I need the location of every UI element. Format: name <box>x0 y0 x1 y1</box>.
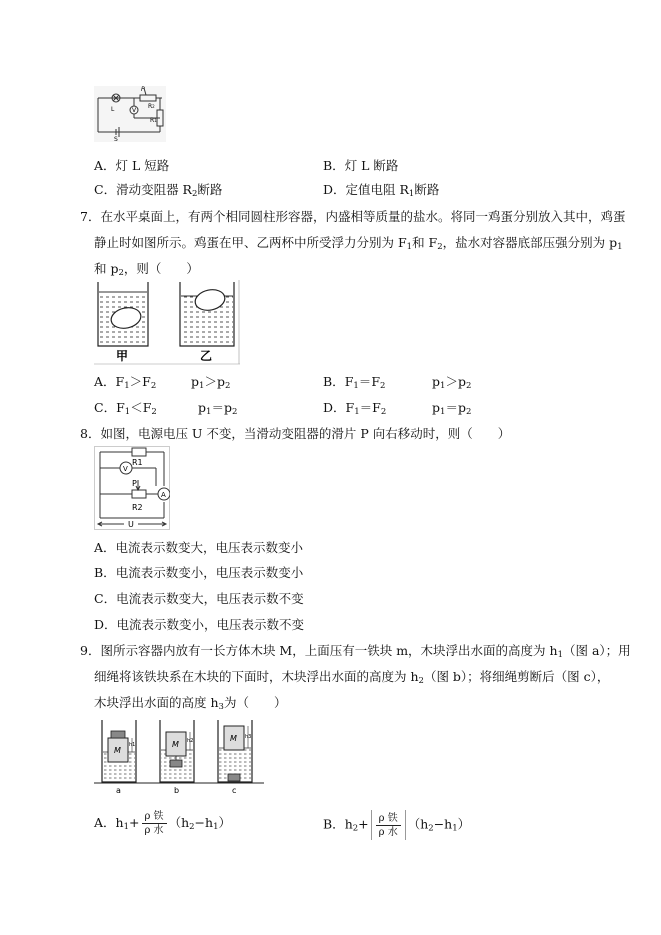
stem-text: ，则（ ） <box>123 261 199 276</box>
force-symbol: F <box>142 400 152 415</box>
subscript: 1 <box>206 407 212 417</box>
q6-fig-label-v: V <box>132 107 137 114</box>
q7-stem-line-2 <box>94 233 623 251</box>
q7-option-c[interactable] <box>94 398 157 416</box>
subscript: 1 <box>213 822 219 832</box>
stem-text: 图所示容器内放有一长方体木块 M，上面压有一铁块 m，木块浮出水面的高度为 h <box>100 643 558 658</box>
q7-fig-label-jia: 甲 <box>116 349 129 363</box>
subscript: 1 <box>353 381 359 391</box>
height-symbol: h <box>344 816 353 832</box>
q6-fig-label-p: P <box>141 86 145 93</box>
force-symbol: F <box>142 374 151 389</box>
relation: ＞ <box>204 374 217 389</box>
option-text-end: 断路 <box>414 182 440 197</box>
pressure-symbol: p <box>216 374 225 389</box>
option-prefix: C． <box>94 591 117 606</box>
subscript: 1 <box>440 407 446 417</box>
q8-option-c[interactable] <box>94 589 304 607</box>
relation: ＜ <box>130 400 143 415</box>
q9-fig-label-b: b <box>174 786 180 795</box>
subscript: 1 <box>440 381 446 391</box>
pressure-symbol: p <box>432 400 441 415</box>
q8-stem <box>80 424 510 442</box>
subscript: 2 <box>465 407 472 417</box>
option-prefix: C． <box>94 182 117 197</box>
pressure-symbol: p <box>457 374 466 389</box>
q9-fig-label-h1: h1 <box>129 742 136 748</box>
relation: ＞ <box>129 374 143 389</box>
subscript: 2 <box>151 407 157 417</box>
option-text: 电流表示数变大，电压表示数不变 <box>116 591 304 606</box>
q8-option-a[interactable] <box>94 538 303 556</box>
subscript: 1 <box>124 407 131 417</box>
stem-text: 和 p <box>94 261 119 276</box>
relation: ＞ <box>445 374 458 389</box>
q8-fig-label-a: A <box>161 491 166 499</box>
expr: ） <box>457 816 471 832</box>
stem-text: ，盐水对容器底部压强分别为 p <box>442 235 618 250</box>
q8-fig-label-r1: R1 <box>132 458 143 467</box>
subscript: 2 <box>380 381 386 391</box>
q8-circuit-figure <box>94 446 170 530</box>
subscript: 1 <box>199 381 205 391</box>
q9-fig-label-c: c <box>232 786 237 795</box>
subscript: 2 <box>352 823 359 834</box>
q9-stem-line-3 <box>94 693 286 711</box>
stem-text: （图 a）；用 <box>563 643 631 658</box>
option-prefix: C． <box>94 400 117 415</box>
option-text: 电流表示数变小，电压表示数变小 <box>115 565 304 580</box>
question-number: 9． <box>80 643 101 658</box>
subscript: 3 <box>218 702 224 712</box>
fraction-numerator: ρ 铁 <box>142 810 167 824</box>
subscript: 1 <box>354 407 360 417</box>
option-text: 定值电阻 R <box>345 182 409 197</box>
option-text: 电流表示数变小，电压表示数不变 <box>116 617 305 632</box>
q6-fig-label-l: L <box>111 106 115 113</box>
q9-option-b[interactable] <box>323 810 470 840</box>
q6-option-b[interactable] <box>323 156 398 174</box>
q6-fig-label-r1: R1 <box>150 117 157 124</box>
subscript: 2 <box>231 407 238 417</box>
expr: −h <box>433 816 453 832</box>
q8-fig-label-v: V <box>123 465 128 473</box>
pressure-symbol: p <box>457 400 466 415</box>
relation: ＝ <box>445 400 458 415</box>
option-prefix: A． <box>94 158 116 173</box>
q6-option-d[interactable] <box>323 180 439 198</box>
subscript: 2 <box>418 676 424 686</box>
subscript: 1 <box>557 650 563 660</box>
q9-option-a[interactable] <box>94 810 231 837</box>
q9-containers-figure <box>94 716 264 796</box>
subscript: 1 <box>617 242 623 252</box>
q7-option-b-pressure <box>432 372 471 390</box>
subscript: 1 <box>124 381 130 391</box>
option-prefix: A． <box>94 374 116 389</box>
force-symbol: F <box>116 400 125 415</box>
option-text: 灯 L 短路 <box>115 158 170 173</box>
stem-text: 如图，电源电压 U 不变，当滑动变阻器的滑片 P 向右移动时，则（ ） <box>100 426 511 441</box>
q6-fig-label-r2: R2 <box>148 103 155 110</box>
q6-option-c[interactable] <box>94 180 222 198</box>
stem-text: （图 b）；将细绳剪断后（图 c）， <box>423 669 610 684</box>
fraction-denominator: ρ 水 <box>378 826 398 838</box>
q9-stem-line-2 <box>94 667 609 685</box>
option-text: 电流表示数变大，电压表示数变小 <box>115 540 304 555</box>
pressure-symbol: p <box>191 374 200 389</box>
option-text: 灯 L 断路 <box>344 158 399 173</box>
subscript: 2 <box>380 407 387 417</box>
density-fraction <box>142 810 167 837</box>
subscript: 2 <box>465 381 472 391</box>
option-prefix: B． <box>323 374 345 389</box>
option-text-end: 断路 <box>197 182 223 197</box>
option-prefix: D． <box>323 182 346 197</box>
q6-fig-label-s: S <box>114 136 118 142</box>
q8-option-b[interactable] <box>94 563 303 581</box>
container-b <box>160 720 194 782</box>
relation: ＝ <box>211 400 224 415</box>
q8-fig-label-r2: R2 <box>132 503 143 512</box>
expr: ） <box>218 815 232 830</box>
height-symbol: h <box>115 815 124 830</box>
force-symbol: F <box>345 400 355 415</box>
question-number: 7． <box>80 209 101 224</box>
stem-text: 静止时如图所示。鸡蛋在甲、乙两杯中所受浮力分别为 F <box>94 235 407 250</box>
option-text: 滑动变阻器 R <box>116 182 192 197</box>
subscript: 2 <box>150 381 157 391</box>
divider <box>405 810 406 840</box>
expr: −h <box>194 815 214 830</box>
q7-fig-label-yi: 乙 <box>200 349 213 363</box>
q9-fig-label-h2: h2 <box>187 738 194 744</box>
q9-fig-label-m-a: M <box>114 746 121 755</box>
stem-text: 木块浮出水面的高度 h <box>94 695 219 710</box>
q7-option-b[interactable] <box>323 372 385 390</box>
q6-option-a[interactable] <box>94 156 169 174</box>
force-symbol: F <box>372 400 381 415</box>
option-prefix: B． <box>323 158 345 173</box>
operator: + <box>358 816 369 832</box>
relation: ＝ <box>359 400 373 415</box>
q9-fig-label-m-b: M <box>172 740 179 749</box>
option-prefix: A． <box>94 815 116 830</box>
force-symbol: F <box>371 374 380 389</box>
q7-option-c-pressure <box>198 398 237 416</box>
relation: ＝ <box>358 374 372 389</box>
divider <box>371 810 372 840</box>
fraction-denominator: ρ 水 <box>144 825 164 836</box>
force-symbol: F <box>115 374 125 389</box>
q6-circuit-figure <box>94 86 166 142</box>
q7-option-d-pressure <box>432 398 471 416</box>
q9-fig-label-m-c: M <box>230 734 237 743</box>
pressure-symbol: p <box>432 374 441 389</box>
expr: （h <box>407 816 429 832</box>
q7-beakers-figure <box>94 280 240 366</box>
q7-option-d[interactable] <box>323 398 386 416</box>
q9-fig-label-h3: h3 <box>245 734 252 740</box>
q8-fig-label-p: P <box>132 479 137 488</box>
subscript: 1 <box>123 822 130 832</box>
subscript: 2 <box>428 823 434 834</box>
pressure-symbol: p <box>223 400 232 415</box>
q8-option-d[interactable] <box>94 615 304 633</box>
q9-stem-line-1 <box>80 641 631 659</box>
subscript: 1 <box>406 242 413 252</box>
expr: （h <box>168 815 190 830</box>
option-prefix: B． <box>323 816 345 832</box>
container-c <box>218 720 252 782</box>
stem-text: 为（ ） <box>223 695 287 710</box>
subscript: 2 <box>189 822 195 832</box>
density-fraction <box>376 812 401 839</box>
option-prefix: D． <box>94 617 117 632</box>
subscript: 2 <box>224 381 231 391</box>
option-prefix: D． <box>323 400 346 415</box>
subscript: 1 <box>452 823 458 834</box>
q7-option-a[interactable] <box>94 372 156 390</box>
q7-stem-line-1 <box>80 207 625 225</box>
subscript: 2 <box>118 268 124 278</box>
subscript: 2 <box>191 189 198 199</box>
question-number: 8． <box>80 426 101 441</box>
q9-fig-label-a: a <box>116 786 121 795</box>
q8-fig-label-u: U <box>128 520 134 529</box>
subscript: 1 <box>408 189 415 199</box>
option-prefix: A． <box>94 540 116 555</box>
fraction-numerator: ρ 铁 <box>376 812 401 826</box>
force-symbol: F <box>344 374 354 389</box>
option-prefix: B． <box>94 565 116 580</box>
pressure-symbol: p <box>198 400 207 415</box>
q7-option-a-pressure <box>191 372 230 390</box>
stem-text: 和 F <box>412 235 438 250</box>
stem-text: 在水平桌面上，有两个相同圆柱形容器，内盛相等质量的盐水。将同一鸡蛋分别放入其中，鸡蛋 <box>100 209 626 224</box>
stem-text: 细绳将该铁块系在木块的下面时，木块浮出水面的高度为 h <box>94 669 419 684</box>
operator: + <box>129 815 140 830</box>
q7-stem-line-3 <box>94 259 199 277</box>
subscript: 2 <box>437 242 443 252</box>
